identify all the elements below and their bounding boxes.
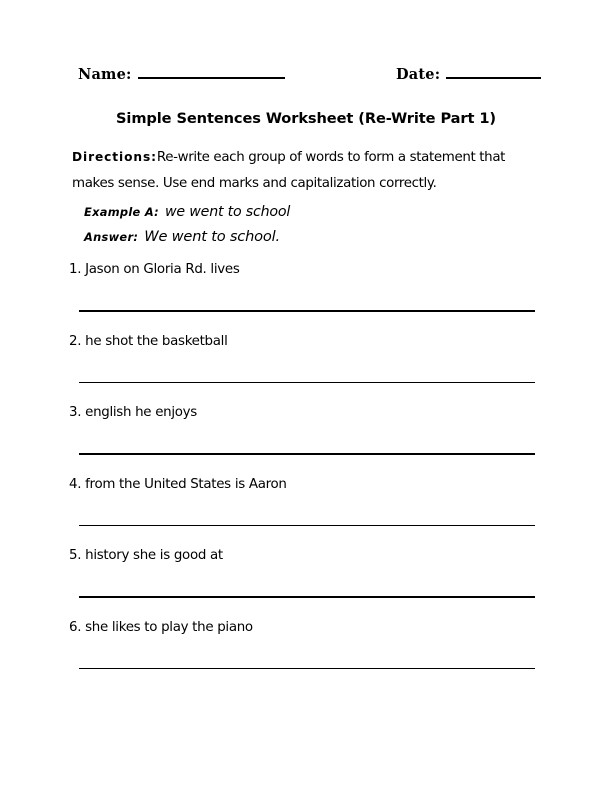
exercise-item — [0, 334, 612, 406]
exercise-item-text: 5. history she is good at — [69, 548, 223, 563]
directions-text: Re-write each group of words to form a statement that makes sense. Use end marks and capitalization correctly. — [72, 150, 506, 191]
name-input-blank[interactable] — [138, 64, 285, 79]
exercise-item — [0, 262, 612, 334]
worksheet-header — [0, 64, 612, 92]
example-prompt-row — [84, 204, 524, 228]
date-input-blank[interactable] — [446, 64, 541, 79]
directions-paragraph — [72, 144, 540, 197]
example-block — [84, 204, 524, 252]
answer-write-line[interactable] — [79, 525, 535, 526]
answer-write-line[interactable] — [79, 668, 535, 669]
example-answer-text: We went to school. — [144, 228, 280, 245]
answer-write-line[interactable] — [79, 310, 535, 312]
page-title: Simple Sentences Worksheet (Re-Write Part 1) — [116, 110, 496, 127]
answer-write-line[interactable] — [79, 596, 535, 598]
example-prompt-text: we went to school — [165, 204, 291, 220]
exercise-item-text: 1. Jason on Gloria Rd. lives — [69, 262, 240, 277]
name-field-group — [78, 64, 285, 83]
exercise-item — [0, 548, 612, 620]
exercise-item-text: 4. from the United States is Aaron — [69, 476, 287, 492]
exercise-item-text: 3. english he enjoys — [69, 405, 197, 420]
example-prompt-label: Example A: — [84, 205, 160, 219]
exercise-item — [0, 620, 612, 692]
example-answer-row — [84, 228, 524, 252]
date-field-group — [396, 64, 541, 83]
example-answer-label: Answer: — [84, 230, 139, 244]
directions-label: Directions: — [72, 150, 157, 164]
exercise-list — [0, 262, 612, 691]
exercise-item — [0, 477, 612, 549]
exercise-item-text: 6. she likes to play the piano — [69, 619, 253, 635]
date-label: Date: — [396, 66, 441, 83]
exercise-item-text: 2. he shot the basketball — [69, 333, 228, 349]
name-label: Name: — [78, 66, 132, 83]
answer-write-line[interactable] — [79, 453, 535, 455]
exercise-item — [0, 405, 612, 477]
answer-write-line[interactable] — [79, 382, 535, 383]
